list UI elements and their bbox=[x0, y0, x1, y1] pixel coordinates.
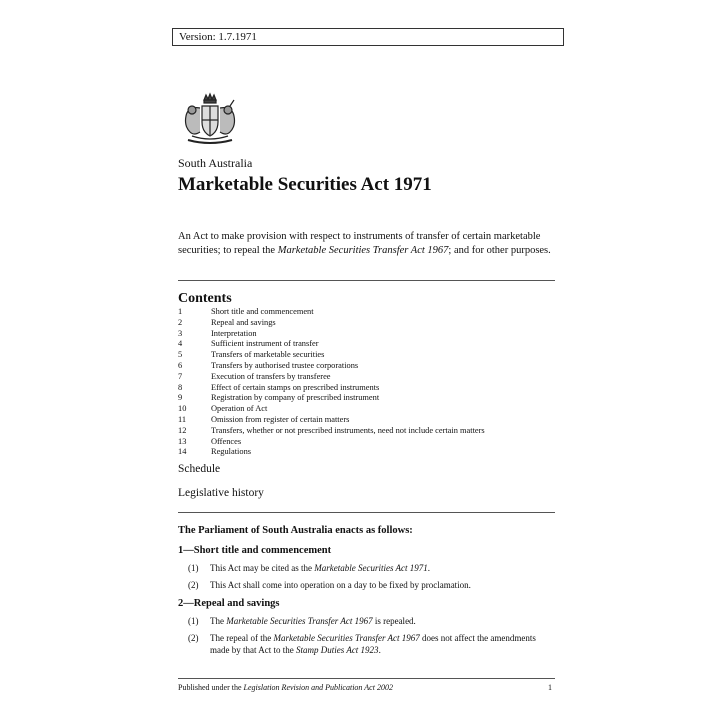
subsection bbox=[188, 562, 558, 574]
toc-item-number: 3 bbox=[178, 328, 183, 338]
toc-item-number: 8 bbox=[178, 382, 183, 392]
subsection bbox=[188, 632, 558, 656]
toc-item-title: Sufficient instrument of transfer bbox=[211, 339, 319, 349]
toc-item-number: 4 bbox=[178, 339, 183, 349]
toc-item-number: 5 bbox=[178, 350, 183, 360]
toc-item[interactable] bbox=[178, 318, 558, 329]
toc-item[interactable] bbox=[178, 437, 558, 448]
divider bbox=[178, 280, 555, 281]
footer-prefix: Published under the bbox=[178, 683, 244, 692]
toc-schedule-link[interactable]: Schedule bbox=[178, 463, 221, 475]
royal-coat-of-arms-icon bbox=[178, 92, 242, 148]
toc-item-title: Registration by company of prescribed instrument bbox=[211, 393, 380, 403]
toc-item[interactable] bbox=[178, 447, 558, 458]
toc-item[interactable] bbox=[178, 307, 558, 318]
subsection-text: This Act shall come into operation on a day to be fixed by proclamation. bbox=[210, 580, 471, 590]
toc-item-number: 9 bbox=[178, 393, 183, 403]
page-number: 1 bbox=[548, 683, 552, 692]
text-run: The repeal of the bbox=[210, 633, 274, 643]
text-run: This Act may be cited as the bbox=[210, 563, 315, 573]
toc-item-number: 12 bbox=[178, 425, 187, 435]
subsection bbox=[188, 579, 558, 591]
toc-item-title: Regulations bbox=[211, 447, 252, 457]
toc-item-title: Effect of certain stamps on prescribed instruments bbox=[211, 382, 380, 392]
act-citation: Marketable Securities Transfer Act 1967 bbox=[226, 616, 373, 626]
toc-item-number: 10 bbox=[178, 404, 187, 414]
toc-item-title: Omission from register of certain matters bbox=[211, 414, 350, 424]
subsection-text bbox=[210, 562, 550, 574]
toc-item-title: Transfers by authorised trustee corporations bbox=[211, 360, 359, 370]
toc-item-number: 7 bbox=[178, 371, 183, 381]
toc-item[interactable] bbox=[178, 329, 558, 340]
table-of-contents bbox=[178, 307, 558, 458]
long-title bbox=[178, 230, 558, 258]
text-run: is repealed. bbox=[372, 616, 416, 626]
toc-item[interactable] bbox=[178, 393, 558, 404]
text-run: . bbox=[378, 645, 381, 655]
toc-item-title: Offences bbox=[211, 436, 242, 446]
footer-act-name: Legislation Revision and Publication Act 2002 bbox=[243, 683, 393, 692]
subsection-text bbox=[210, 615, 550, 627]
section-2-heading: 2—Repeal and savings bbox=[178, 598, 280, 609]
jurisdiction-label: South Australia bbox=[178, 156, 253, 170]
divider bbox=[178, 512, 555, 513]
version-label: Version: 1.7.1971 bbox=[179, 31, 257, 43]
toc-item[interactable] bbox=[178, 415, 558, 426]
subsection-text bbox=[210, 632, 550, 656]
subsection-number: (1) bbox=[188, 616, 199, 626]
toc-item[interactable] bbox=[178, 350, 558, 361]
act-citation: Marketable Securities Act 1971 bbox=[314, 563, 428, 573]
toc-item-number: 11 bbox=[178, 414, 187, 424]
toc-item[interactable] bbox=[178, 404, 558, 415]
text-run: does not affect the amendments made by that Act to the bbox=[210, 633, 536, 655]
subsection-number: (1) bbox=[188, 563, 199, 573]
toc-item-title: Operation of Act bbox=[211, 404, 268, 414]
subsection-number: (2) bbox=[188, 580, 199, 590]
toc-item-title: Transfers, whether or not prescribed instruments, need not include certain matters bbox=[211, 425, 485, 435]
long-title-act-name: Marketable Securities Transfer Act 1967 bbox=[277, 245, 449, 256]
text-run: The bbox=[210, 616, 227, 626]
toc-item-number: 14 bbox=[178, 447, 187, 457]
toc-item[interactable] bbox=[178, 426, 558, 437]
footer-publication-note bbox=[178, 683, 393, 692]
section-1-heading: 1—Short title and commencement bbox=[178, 545, 332, 556]
long-title-text-end: ; and for other purposes. bbox=[448, 245, 551, 256]
subsection-number: (2) bbox=[188, 633, 199, 643]
text-run: . bbox=[427, 563, 431, 573]
toc-item[interactable] bbox=[178, 383, 558, 394]
toc-item-title: Execution of transfers by transferee bbox=[211, 371, 331, 381]
toc-item-number: 6 bbox=[178, 360, 183, 370]
act-citation: Stamp Duties Act 1923 bbox=[295, 645, 379, 655]
act-title: Marketable Securities Act 1971 bbox=[178, 174, 432, 195]
toc-item-number: 2 bbox=[178, 317, 183, 327]
long-title-text: An Act to make provision with respect to instruments of transfer of certain marketable securities; to repeal the bbox=[178, 231, 541, 256]
toc-item-title: Interpretation bbox=[211, 328, 257, 338]
subsection bbox=[188, 615, 558, 627]
toc-item-title: Repeal and savings bbox=[211, 317, 276, 327]
toc-item[interactable] bbox=[178, 339, 558, 350]
version-box bbox=[172, 28, 564, 46]
enacting-words: The Parliament of South Australia enacts as follows: bbox=[178, 525, 413, 536]
toc-item-title: Short title and commencement bbox=[211, 307, 314, 316]
toc-item[interactable] bbox=[178, 361, 558, 372]
toc-item[interactable] bbox=[178, 372, 558, 383]
toc-item-title: Transfers of marketable securities bbox=[211, 350, 325, 360]
footer-divider bbox=[178, 678, 555, 679]
toc-item-number: 13 bbox=[178, 436, 187, 446]
contents-heading: Contents bbox=[178, 291, 232, 306]
toc-history-link[interactable]: Legislative history bbox=[178, 487, 264, 499]
toc-item-number: 1 bbox=[178, 307, 183, 316]
act-citation: Marketable Securities Transfer Act 1967 bbox=[273, 633, 420, 643]
